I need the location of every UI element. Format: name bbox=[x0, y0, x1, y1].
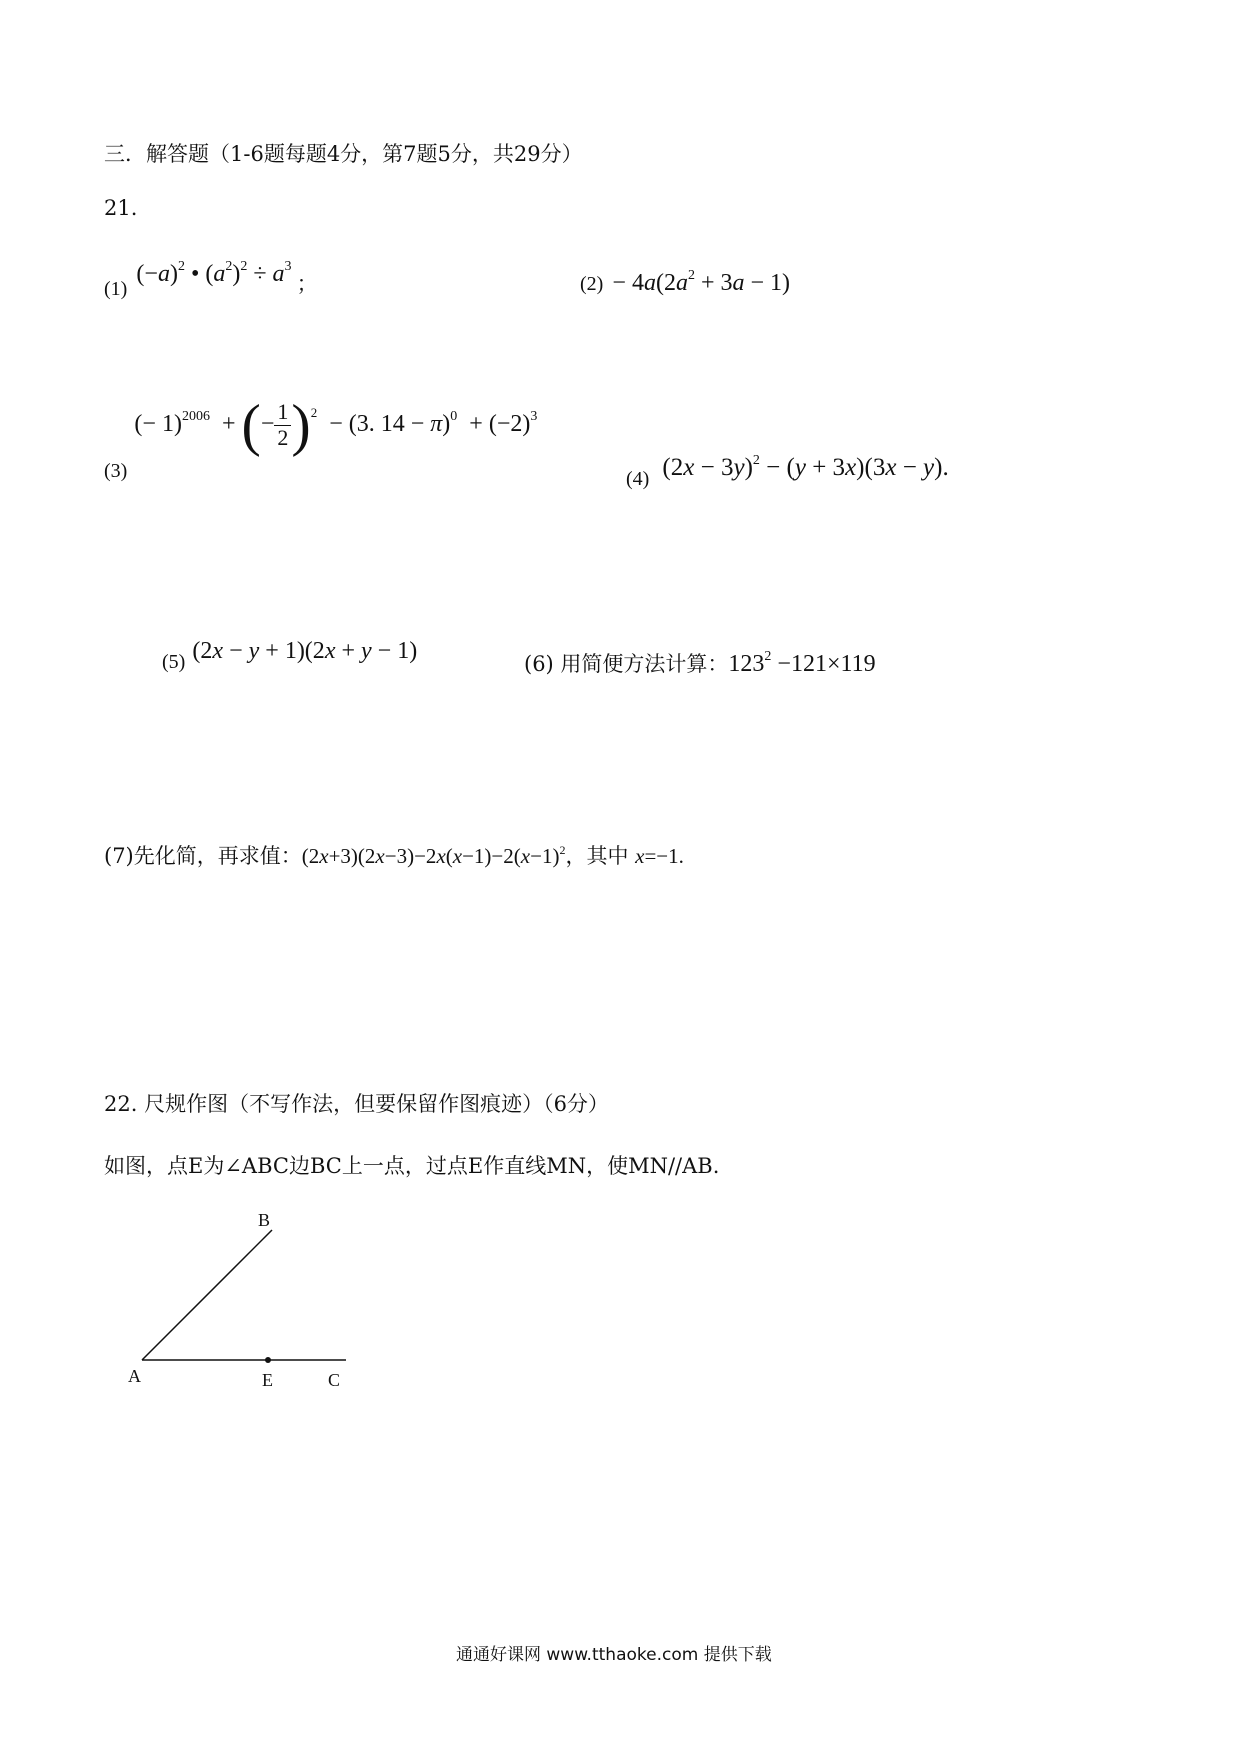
angle-figure bbox=[120, 1208, 380, 1418]
q21-part-7: (7)先化简，再求值：$(2x+3)(2x-3)-2x(x-1)-2(x-1)^2$，其中 x=−1. bbox=[104, 843, 684, 868]
label-e: E bbox=[262, 1370, 273, 1390]
question-21-number: 21. bbox=[104, 196, 138, 220]
q21-part-6 bbox=[524, 648, 876, 678]
q21-part-2 bbox=[580, 270, 790, 297]
q21-part-4-label: (4) bbox=[626, 468, 650, 490]
q21-part-1-suffix: ； bbox=[296, 272, 318, 296]
q21-part-5-expression: (2x − y + 1)(2x + y − 1) bbox=[192, 638, 418, 664]
label-b: B bbox=[258, 1210, 271, 1230]
q21-part-4 bbox=[626, 453, 949, 490]
q21-part-2-expression: − $4a(2a^2 + 3a - 1)$ bbox=[612, 268, 791, 296]
q21-part-3-expression: (− 1)$^{2006}$ + (− $\frac{1}{2}$ )$^2$ − (3. $14 - \pi)^0 + (-2)^3$ bbox=[134, 392, 538, 457]
section-header: 三．解答题（1-6题每题4分，第7题5分，共29分） bbox=[104, 142, 583, 166]
page-footer: 通通好课网 www.tthaoke.com 提供下载 bbox=[456, 1645, 772, 1665]
q21-part-1-expression: $(-a)^2$ • $(a^2)^2 \div a^3$ bbox=[136, 259, 292, 287]
q21-part-5-label: (5) bbox=[162, 651, 186, 673]
q21-part-5 bbox=[162, 638, 418, 673]
q21-part-2-label: (2) bbox=[580, 273, 604, 295]
question-22-title: 22. 尺规作图（不写作法，但要保留作图痕迹）（6分） bbox=[104, 1092, 609, 1116]
point-e bbox=[265, 1357, 271, 1363]
question-22-instruction: 如图，点E为∠ABC边BC上一点，过点E作直线MN，使MN//AB. bbox=[104, 1154, 720, 1178]
q21-part-6-expression: $123^2 -121\times 119$ bbox=[728, 649, 876, 677]
q21-part-1 bbox=[104, 258, 318, 300]
q21-part-6-text: (6) 用简便方法计算： bbox=[524, 652, 729, 676]
q21-part-3-label: (3) bbox=[104, 459, 128, 482]
q21-part-7-expression: $(2x+3)(2x-3)-2x(x-1)-2(x-1)^2$ bbox=[301, 843, 566, 868]
q21-part-7-text: (7)先化简，再求值： bbox=[104, 844, 302, 868]
q21-part-4-expression: $(2x - 3y)^2 - (y + 3x)(3x - y)$. bbox=[662, 453, 949, 481]
q21-part-3 bbox=[104, 392, 538, 482]
label-c: C bbox=[328, 1370, 341, 1390]
label-a: A bbox=[128, 1366, 141, 1386]
ray-ab bbox=[142, 1230, 272, 1360]
q21-part-1-label: (1) bbox=[104, 278, 128, 300]
